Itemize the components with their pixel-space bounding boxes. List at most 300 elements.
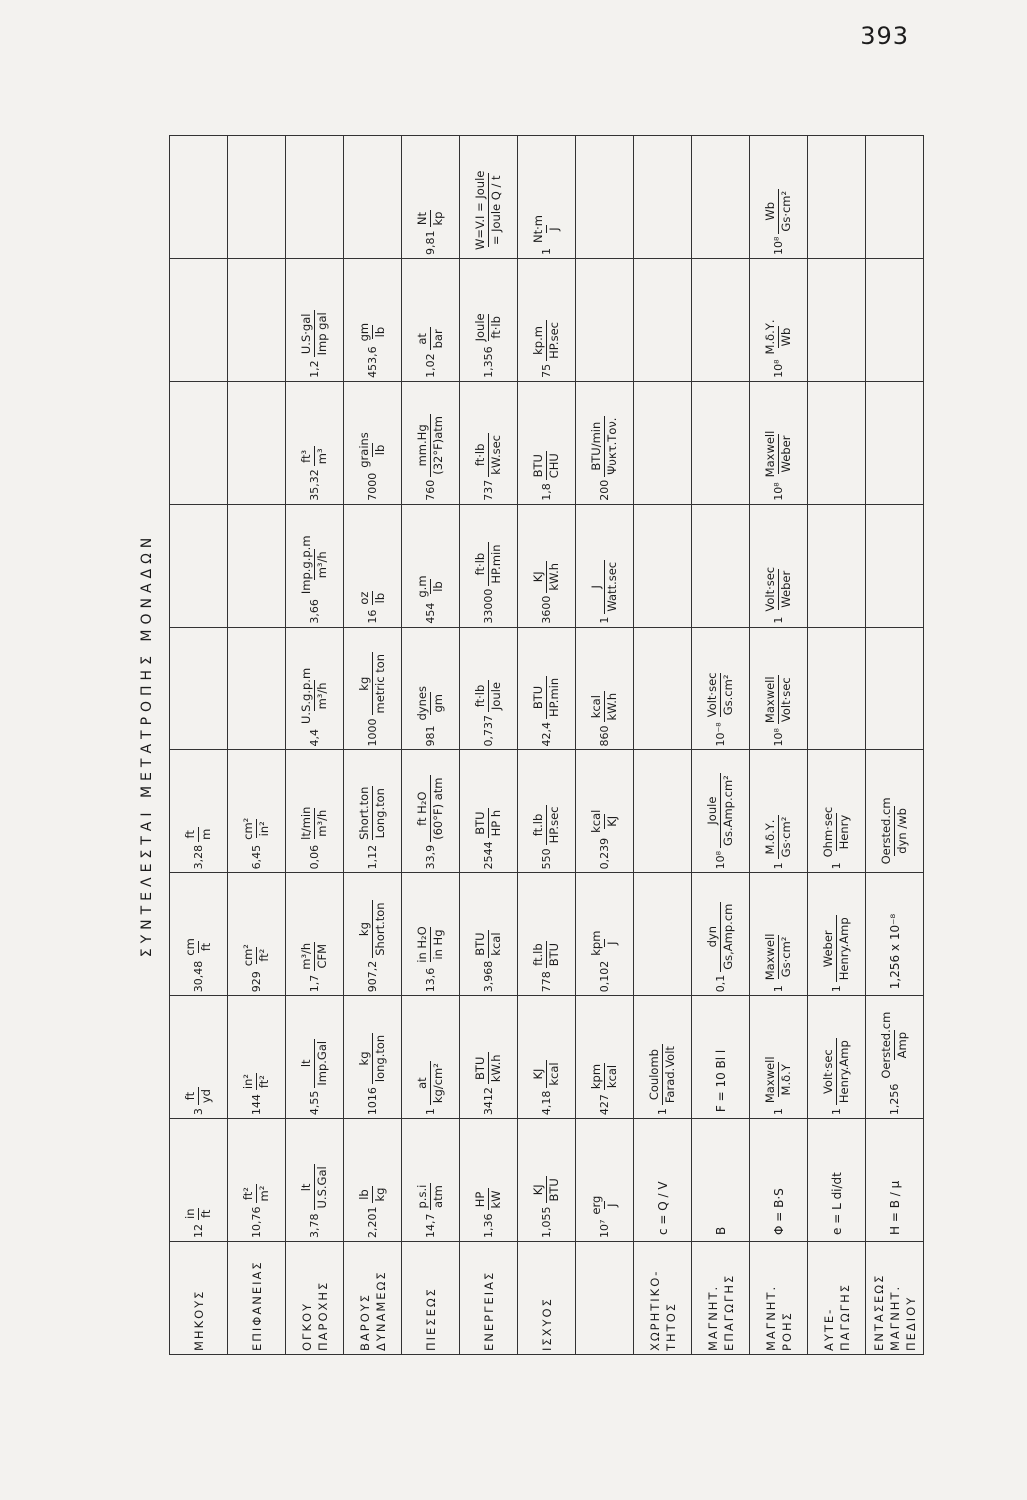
unit-fraction [357,321,388,344]
unit-fraction [415,924,446,964]
unit-fraction [531,213,562,245]
conversion-cell [634,996,692,1119]
unit-denominator: in Hg [431,929,445,960]
unit-denominator: yd [199,1089,213,1104]
conversion-cell [228,873,286,996]
row-header-line: ΡΟΗΣ [779,1311,794,1351]
conversion-cell [576,504,634,627]
conversion-cell [866,750,924,873]
conversion-cell [460,873,518,996]
row-header-line: ΙΣΧΥΟΣ [539,1297,554,1351]
row-header-line: ΠΑΡΟΧΗΣ [315,1280,330,1351]
conversion-cell [692,504,750,627]
factor-value: 10⁸ [772,359,785,378]
factor-value: 1 [598,616,611,624]
unit-fraction [357,430,388,470]
conversion-cell [228,1119,286,1242]
factor-value: 1 [772,985,785,993]
conversion-cell [518,259,576,382]
conversion-cell [228,504,286,627]
unit-numerator: ft.lb [531,813,545,837]
unit-fraction [357,900,388,957]
unit-fraction [821,805,852,860]
conversion-cell [866,873,924,996]
conversion-cell [808,504,866,627]
conversion-cell [866,504,924,627]
unit-numerator: gm [357,322,371,342]
unit-denominator: HP.min [489,544,503,584]
conversion-cell [866,996,924,1119]
row-header [286,1242,344,1355]
unit-fraction [473,930,504,957]
unit-denominator: long.ton [373,1034,387,1083]
factor-value: 144 [250,1094,263,1116]
unit-denominator: kcal [547,1062,561,1086]
unit-numerator: kcal [589,809,603,833]
unit-numerator: Volt·sec [763,566,777,612]
unit-fraction [299,1039,330,1088]
unit-denominator: Henry [837,814,851,850]
conversion-cell [170,259,228,382]
factor-value: 454 [424,602,437,624]
unit-denominator: Joule [489,682,503,710]
conversion-cell [750,504,808,627]
conversion-cell [576,381,634,504]
conversion-cell [692,873,750,996]
unit-denominator: gm [431,694,445,713]
factor-value: 1 [772,862,785,870]
conversion-cell [576,259,634,382]
unit-fraction [357,785,388,842]
unit-denominator: kW.h [547,562,561,591]
factor-value: 3600 [540,595,553,624]
unit-fraction [763,189,794,234]
conversion-cell [750,996,808,1119]
unit-denominator: m³/h [315,682,329,710]
unit-denominator: dyn /wb [895,808,909,854]
conversion-cell [286,259,344,382]
conversion-cell [518,136,576,259]
unit-fraction [589,808,620,835]
unit-fraction [763,815,794,860]
unit-numerator: lt [299,1059,313,1068]
unit-numerator: Wb [763,201,777,221]
conversion-cell [808,259,866,382]
factor-value: 3,28 [192,844,205,870]
unit-numerator: lb [357,1189,371,1200]
unit-denominator: m³/h [315,551,329,579]
unit-fraction [299,1164,330,1210]
unit-numerator: Weber [821,930,835,968]
conversion-cell [228,259,286,382]
unit-fraction [531,941,562,968]
unit-fraction [589,416,620,477]
unit-fraction [473,169,504,252]
conversion-cell [402,504,460,627]
conversion-cell [750,627,808,750]
unit-numerator: lt/min [299,806,313,840]
unit-fraction [705,773,736,848]
unit-numerator: kg [357,922,371,937]
unit-fraction [879,795,910,866]
conversion-cell [460,627,518,750]
table-title: ΣΥΝΤΕΛΕΣΤΑΙ ΜΕΤΑΤΡΟΠΗΣ ΜΟΝΑΔΩΝ [139,532,155,958]
formula: e = L di/dt [829,1172,844,1235]
unit-numerator: kpm [589,930,603,956]
unit-numerator: p.s.i [415,1184,429,1209]
table-row [344,136,402,1355]
conversion-cell [866,136,924,259]
unit-numerator: HP [473,1191,487,1208]
unit-denominator: m³/h [315,809,329,837]
factor-value: 1,055 [540,1206,553,1238]
conversion-cell [692,627,750,750]
factor-value: 10⁸ [772,482,785,501]
row-header [228,1242,286,1355]
row-header-line: ΤΗΤΟΣ [663,1301,678,1351]
row-header-line: ΟΓΚΟΥ [299,1301,314,1351]
unit-numerator: Ohm·sec [821,806,835,858]
unit-fraction [473,680,504,712]
conversion-cell [576,627,634,750]
conversion-cell [634,504,692,627]
conversion-cell [808,996,866,1119]
unit-fraction [299,941,330,972]
row-header [692,1242,750,1355]
conversion-cell [866,381,924,504]
conversion-cell [170,750,228,873]
conversion-cell [692,996,750,1119]
formula: B [713,1226,728,1235]
row-header [750,1242,808,1355]
factor-value: 453,6 [366,346,379,378]
factor-value: 14,7 [424,1213,437,1238]
unit-numerator: BTU [531,685,545,710]
unit-denominator: Gs·cm² [779,936,793,978]
factor-value: 10⁻⁸ [714,722,727,747]
factor-value: 200 [598,479,611,501]
factor-value: 0,737 [482,715,495,747]
factor-value: 3,968 [482,960,495,993]
unit-numerator: oz [357,591,371,605]
conversion-cell [634,873,692,996]
conversion-cell [228,996,286,1119]
unit-denominator: HP.min [547,677,561,717]
conversion-cell [692,259,750,382]
conversion-cell [692,750,750,873]
conversion-cell [344,504,402,627]
unit-denominator: kg/cm² [431,1063,445,1104]
page-number: 393 [860,22,909,50]
unit-fraction [589,560,620,614]
conversion-cell [634,381,692,504]
row-header-line: ΑΥΤΕ- [821,1307,836,1351]
conversion-cell [808,750,866,873]
unit-denominator: J [605,941,619,945]
factor-value: 1,356 [482,346,495,378]
unit-denominator: Gs.Amp.cm² [721,775,735,846]
table-row [750,136,808,1355]
formula: F = 10 Bl l [713,1049,728,1113]
unit-numerator: Oersted.cm [879,797,893,865]
table-row [692,136,750,1355]
conversion-cell [518,627,576,750]
unit-denominator: Ψυκτ.Τον. [605,417,619,475]
unit-numerator: dyn [705,926,719,948]
unit-fraction [183,936,214,958]
factor-value: 6,45 [250,844,263,870]
factor-value: 860 [598,725,611,747]
row-header [518,1242,576,1355]
unit-fraction [415,1183,446,1211]
conversion-cell [634,259,692,382]
factor-value: 10⁸ [714,850,727,870]
unit-fraction [531,451,562,480]
unit-denominator: bar [431,329,445,349]
unit-numerator: ft [183,1091,197,1101]
unit-denominator: kcal [605,1064,619,1089]
unit-numerator: BTU [473,1056,487,1080]
factor-value: 1 [772,616,785,624]
conversion-cell [170,996,228,1119]
unit-fraction [415,775,446,841]
unit-numerator: ft³ [299,449,313,463]
table-row [286,136,344,1355]
factor-value: 3 [192,1108,205,1116]
unit-fraction [241,942,272,968]
unit-denominator: Gs,Amp.cm [721,903,735,970]
factor-value: 1 [830,1108,843,1116]
conversion-cell [576,873,634,996]
conversion-cell [228,136,286,259]
conversion-cell [402,627,460,750]
unit-denominator: kW [489,1190,503,1209]
conversion-cell [518,750,576,873]
row-header-line: ΜΑΓΝΗΤ. [763,1284,778,1351]
conversion-cell [286,627,344,750]
conversion-cell [286,750,344,873]
unit-numerator: in [183,1208,197,1219]
unit-fraction [531,1060,562,1087]
table-row [228,136,286,1355]
unit-denominator: Short.ton [373,902,387,956]
unit-fraction [415,327,446,350]
unit-numerator: KJ [531,1068,545,1080]
conversion-cell [170,627,228,750]
factor-value: 0,239 [598,837,611,870]
factor-value: 1 [540,248,553,255]
unit-fraction [357,1186,388,1204]
conversion-cell [576,996,634,1119]
conversion-cell [170,873,228,996]
unit-numerator: KJ [531,1184,545,1196]
unit-fraction [473,808,504,839]
unit-numerator: dynes [415,686,429,721]
row-header [808,1242,866,1355]
unit-denominator: Imp gal [315,312,329,356]
unit-denominator: lb [431,581,445,592]
unit-fraction [357,590,388,607]
conversion-cell [460,504,518,627]
factor-value: 1,8 [540,483,553,501]
unit-denominator: HP h [489,809,503,837]
factor-value: 0,06 [308,844,321,870]
unit-denominator: Wb [779,327,793,347]
factor-value: 1 [830,862,843,870]
factor-value: 33000 [482,588,495,624]
conversion-cell [518,996,576,1119]
conversion-cell [228,627,286,750]
factor-value: 16 [366,609,379,624]
unit-denominator: Long.ton [373,788,387,839]
unit-fraction [415,573,446,599]
conversion-cell [750,136,808,259]
conversion-cell [402,1119,460,1242]
conversion-cell [576,750,634,873]
unit-numerator: Maxwell [763,676,777,724]
unit-fraction [473,1188,504,1210]
table-row [170,136,228,1355]
unit-numerator: kcal [589,695,603,719]
formula: 1,256 x 10⁻⁸ [887,913,902,990]
unit-numerator: M.δ.Υ. [763,319,777,355]
factor-value: 1000 [366,718,379,747]
table-row [866,136,924,1355]
factor-value: 1,7 [308,974,321,993]
conversion-cell [286,1119,344,1242]
unit-denominator: Gs·cm² [779,190,793,232]
factor-value: 1,256 [888,1083,901,1116]
unit-denominator: Farad.Volt [663,1046,677,1104]
unit-fraction [241,1072,272,1091]
conversion-cell [344,996,402,1119]
unit-fraction [299,805,330,842]
factor-value: 1 [424,1108,437,1116]
conversion-cell [344,750,402,873]
unit-denominator: kg [373,1187,387,1202]
table-row [518,136,576,1355]
unit-denominator: ft [199,942,213,952]
factor-value: 3412 [482,1087,495,1116]
row-header-line: ΒΑΡΟΥΣ [357,1292,372,1351]
unit-numerator: grains [357,432,371,468]
unit-numerator: cm [183,938,197,956]
unit-numerator: cm² [241,817,255,840]
unit-fraction [763,674,794,725]
conversion-cell [808,627,866,750]
conversion-cell [808,136,866,259]
unit-numerator: Maxwell [763,1056,777,1104]
unit-denominator: J [605,1203,619,1207]
unit-denominator: = Joule Q / t [489,175,503,246]
unit-numerator: Nt [415,211,429,226]
conversion-cell [402,136,460,259]
conversion-cell [460,381,518,504]
conversion-cell [518,381,576,504]
unit-denominator: M.δ.Υ [779,1064,793,1096]
unit-fraction [415,414,446,477]
conversion-cell [750,873,808,996]
unit-numerator: ft·lb [473,443,487,467]
factor-value: 33,9 [424,844,437,870]
unit-numerator: Short.ton [357,786,371,840]
unit-fraction [473,1052,504,1084]
conversion-cell [460,996,518,1119]
conversion-cell [518,1119,576,1242]
factor-value: 4,55 [308,1090,321,1116]
unit-numerator: ft·lb [473,684,487,708]
unit-fraction [531,561,562,593]
unit-fraction [415,210,446,228]
row-header [170,1242,228,1355]
unit-numerator: lt [299,1183,313,1192]
factor-value: 0,102 [598,960,611,993]
conversion-cell [866,627,924,750]
unit-numerator: mm.Hg [415,424,429,467]
unit-denominator: Weber [779,570,793,608]
factor-value: 3,66 [308,599,321,624]
unit-fraction [299,533,330,596]
unit-numerator: kpm [589,1063,603,1090]
row-header-line: ΠΙΕΣΕΩΣ [423,1287,438,1351]
conversion-cell [750,381,808,504]
row-header-line: ΔΥΝΑΜΕΩΣ [373,1270,388,1351]
unit-numerator: at [415,1077,429,1089]
unit-fraction [531,805,562,846]
row-header-line: ΜΑΓΝΗΤ. [705,1284,720,1351]
unit-fraction [705,902,736,972]
factor-value: 1,12 [366,844,379,870]
conversion-table [169,135,924,1355]
conversion-cell [518,873,576,996]
unit-denominator: Gs.cm² [721,674,735,716]
conversion-cell [750,1119,808,1242]
factor-value: 778 [540,971,553,993]
factor-value: 10⁷ [598,1219,611,1238]
unit-numerator: Joule [473,313,487,342]
unit-fraction [763,429,794,480]
row-header [344,1242,402,1355]
unit-fraction [415,684,446,722]
row-header-line: ΕΠΙΦΑΝΕΙΑΣ [249,1260,264,1351]
unit-numerator: BTU [473,811,487,835]
unit-fraction [821,915,852,982]
unit-fraction [473,311,504,343]
unit-fraction [589,691,620,723]
factor-value: 10⁸ [772,236,785,255]
unit-denominator: KJ [605,815,619,827]
conversion-cell [286,136,344,259]
factor-value: 907,2 [366,960,379,993]
row-header-line: ΧΩΡΗΤΙΚΟ- [647,1269,662,1351]
unit-denominator: m³ [315,448,329,465]
unit-denominator: kW.sec [489,434,503,475]
conversion-cell [460,1119,518,1242]
row-header-line: ΕΠΑΓΩΓΗΣ [721,1273,736,1351]
row-header-line: ΜΑΓΝΗΤ. [887,1284,902,1351]
unit-numerator: Volt·sec [821,1049,835,1095]
unit-numerator: ft² [241,1187,255,1201]
unit-numerator: in H₂O [415,926,429,963]
conversion-cell [402,750,460,873]
unit-fraction [241,816,272,842]
unit-denominator: Imp.Gal [315,1040,329,1086]
conversion-cell [692,381,750,504]
conversion-cell [402,873,460,996]
unit-denominator: BTU [547,942,561,967]
unit-denominator: Weber [779,435,793,473]
factor-value: 2,201 [366,1206,379,1238]
